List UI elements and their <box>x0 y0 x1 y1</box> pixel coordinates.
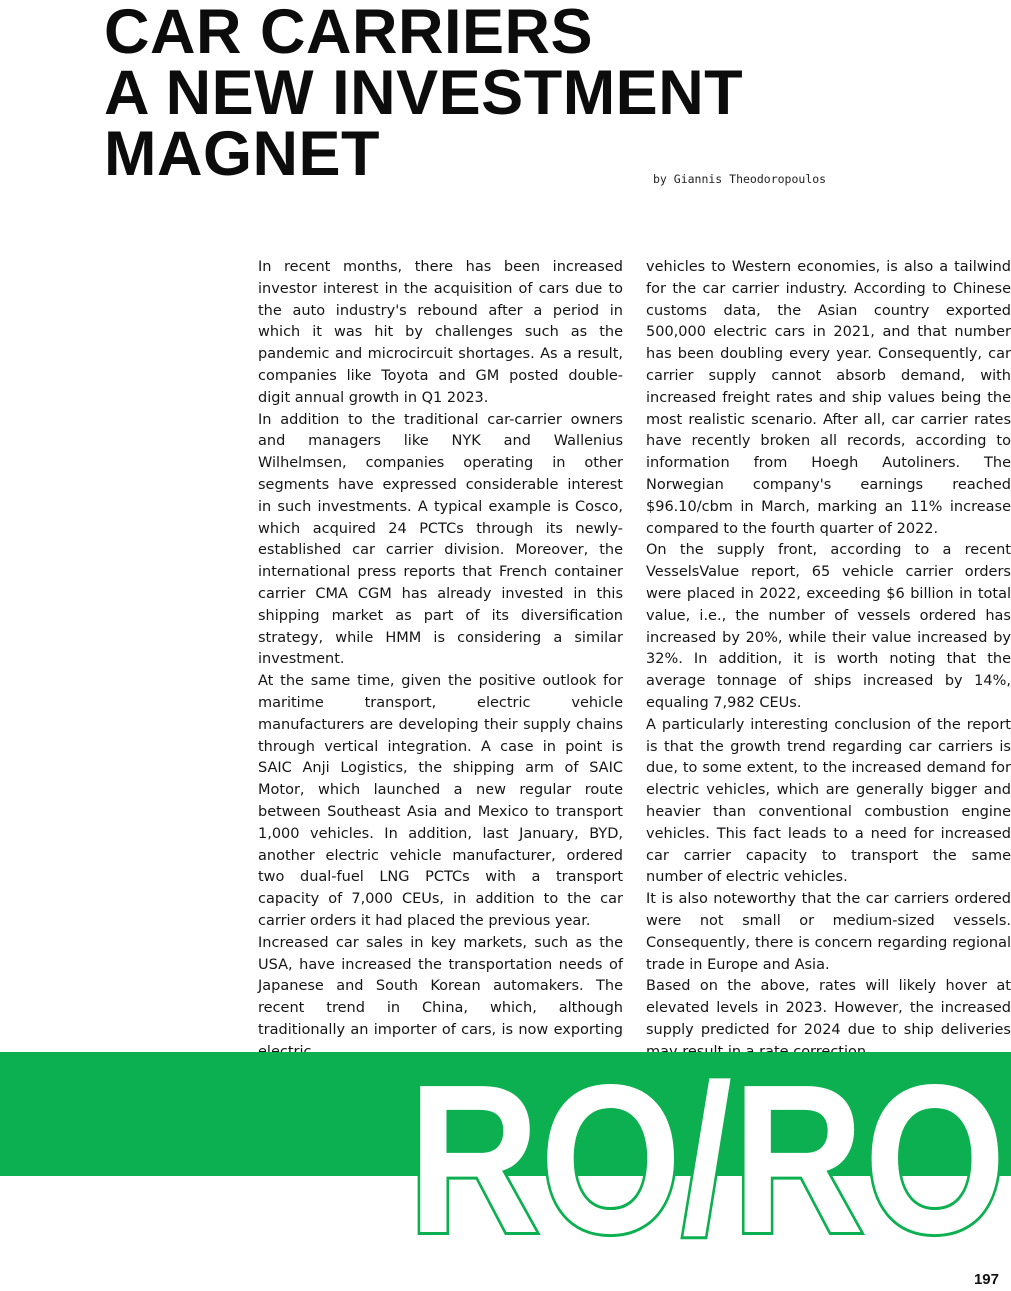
title-line-2: A NEW INVESTMENT <box>104 58 744 128</box>
paragraph: vehicles to Western economies, is also a tailwind for the car carrier industry. According to Chinese customs data, the Asian country exported 500,000 electric cars in 2021, and that number has been doubling every year. Consequently, car carrier supply cannot absorb demand, with increased freight rates and ship values being the most realistic scenario. After all, car carrier rates have recently broken all records, according to information from Hoegh Autoliners. The Norwegian company's earnings reached $96.10/cbm in March, marking an 11% increase compared to the fourth quarter of 2022. <box>646 259 1011 537</box>
paragraph: In addition to the traditional car-carrier owners and managers like NYK and Wallenius Wilhelmsen, companies operating in other segments have expressed considerable interest in such investments. A typical example is Cosco, which acquired 24 PCTCs through its newly-established car carrier division. Moreover, the international press reports that French container carrier CMA CGM has already invested in this shipping market as part of its diversification strategy, while HMM is considering a similar investment. <box>258 411 623 668</box>
paragraph: A particularly interesting conclusion of the report is that the growth trend regarding car carriers is due, to some extent, to the increased demand for electric vehicles, which are generally bigger and heavier than conventional combustion engine vehicles. This fact leads to a need for increased car carrier capacity to transport the same number of electric vehicles. <box>646 716 1011 886</box>
paragraph: On the supply front, according to a recent VesselsValue report, 65 vehicle carrier orders were placed in 2022, exceeding $6 billion in total value, i.e., the number of vessels ordered has increased by 20%, while their value increased by 32%. In addition, it is worth noting that the average tonnage of ships increased by 14%, equaling 7,982 CEUs. <box>646 542 1011 711</box>
title-line-3: MAGNET <box>104 119 380 189</box>
section-label-graphic <box>408 1000 1011 1265</box>
paragraph: At the same time, given the positive outlook for maritime transport, electric vehicle manufacturers are developing their supply chains through vertical integration. A case in point is SAIC Anji Logistics, the shipping arm of SAIC Motor, which launched a new regular route between Southeast Asia and Mexico to transport 1,000 vehicles. In addition, last January, BYD, another electric vehicle manufacturer, ordered two dual-fuel LNG PCTCs with a transport capacity of 7,000 CEUs, in addition to the car carrier orders it had placed the previous year. <box>258 673 623 929</box>
paragraph: In recent months, there has been increased investor interest in the acquisition of cars due to the auto industry's rebound after a period in which it was hit by challenges such as the pandemic and microcircuit shortages. As a result, companies like Toyota and GM posted double-digit annual growth in Q1 2023. <box>258 259 623 406</box>
section-label-text: RO/RO <box>408 1040 1006 1265</box>
article-column-left <box>258 257 623 1063</box>
title-line-1: CAR CARRIERS <box>104 0 594 67</box>
article-column-right <box>646 257 1011 1063</box>
paragraph: It is also noteworthy that the car carriers ordered were not small or medium-sized vessels. Consequently, there is concern regarding regional trade in Europe and Asia. <box>646 891 1011 973</box>
paragraph: Based on the above, rates will likely hover at elevated levels in 2023. However, the increased supply predicted for 2024 due to ship deliveries <box>646 978 1011 1038</box>
page-number: 197 <box>973 1271 999 1288</box>
paragraph: Increased car sales in key markets, such as the USA, have increased the transportation needs of Japanese and South Korean automakers. The recent trend in China, which, although traditionally an importer of cars, is now exporting <box>258 934 623 1038</box>
article-title <box>104 0 864 189</box>
section-label-roro <box>408 1000 1011 1265</box>
byline: by Giannis Theodoropoulos <box>653 172 827 186</box>
